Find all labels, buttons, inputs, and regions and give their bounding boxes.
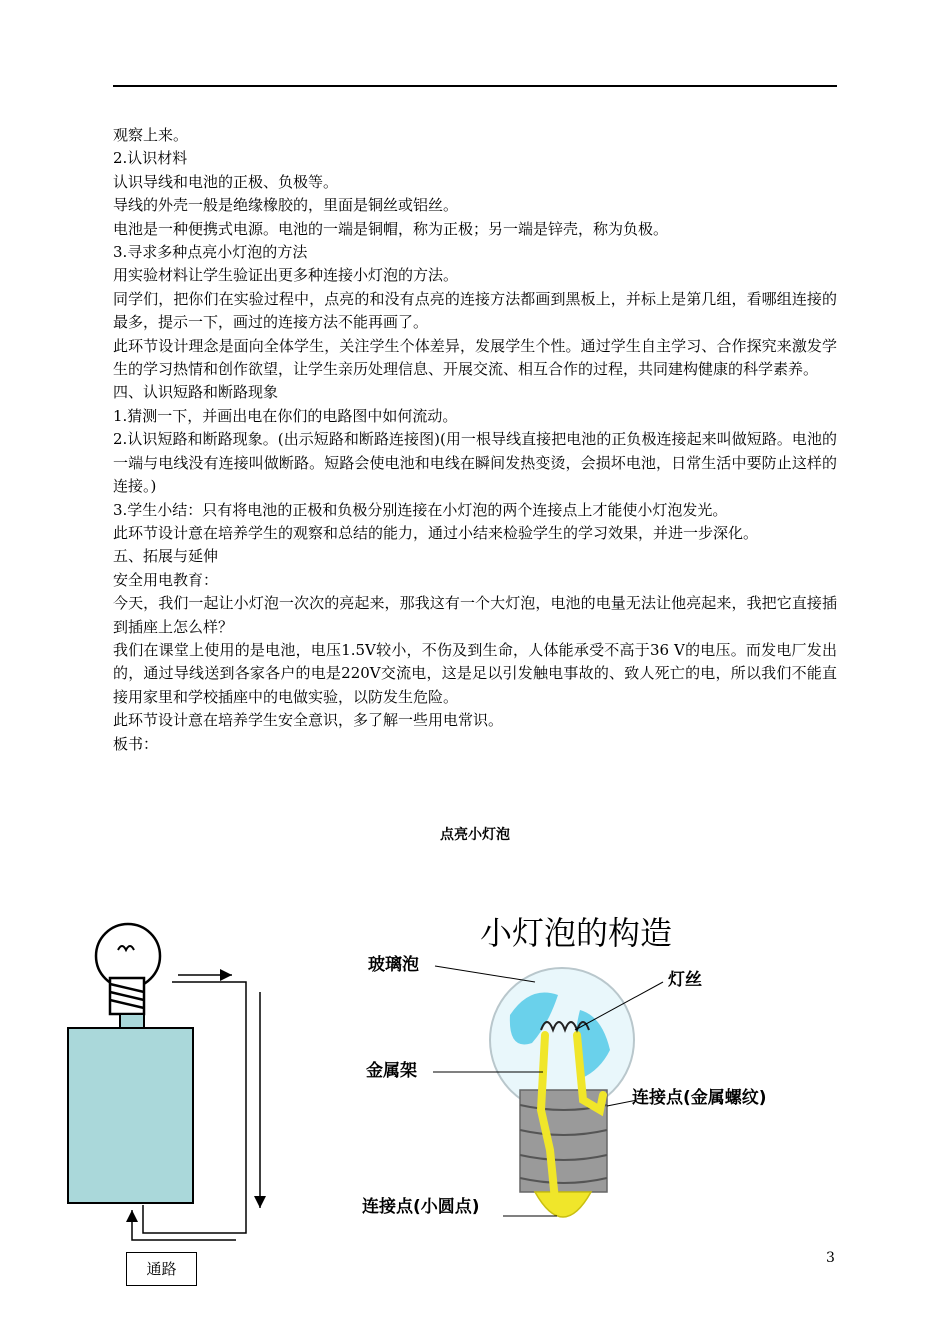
body-text <box>113 124 837 756</box>
circuit-diagram <box>0 900 300 1260</box>
board-title: 点亮小灯泡 <box>440 827 510 843</box>
paragraph: 认识导线和电池的正极、负极等。 <box>113 172 339 191</box>
label-thread: 连接点(金属螺纹) <box>632 1088 767 1108</box>
figure-title: 小灯泡的构造 <box>480 914 673 952</box>
header-rule <box>113 85 837 87</box>
label-glass: 玻璃泡 <box>368 955 419 975</box>
paragraph: 板书： <box>113 734 159 753</box>
paragraph: 此环节设计意在培养学生的观察和总结的能力，通过小结来检验学生的学习效果，并进一步深化。 <box>113 523 759 542</box>
paragraph: 2.认识材料 <box>113 149 188 168</box>
page-number: 3 <box>826 1250 835 1266</box>
paragraph: 安全用电教育： <box>113 570 219 589</box>
paragraph: 1.猜测一下，并画出电在你们的电路图中如何流动。 <box>113 406 458 425</box>
paragraph: 五、拓展与延伸 <box>113 547 219 566</box>
paragraph: 此环节设计意在培养学生安全意识，多了解一些用电常识。 <box>113 711 504 730</box>
paragraph: 观察上来。 <box>113 126 189 144</box>
paragraph: 3.寻求多种点亮小灯泡的方法 <box>113 243 308 262</box>
paragraph: 四、认识短路和断路现象 <box>113 383 279 402</box>
label-frame: 金属架 <box>366 1061 417 1081</box>
paragraph: 同学们，把你们在实验过程中，点亮的和没有点亮的连接方法都画到黑板上，并标上是第几组，看哪组连接的最多，提示一下，画过的连接方法不能再画了。 <box>113 289 837 332</box>
label-filament: 灯丝 <box>668 970 702 990</box>
current-arrow-bottom <box>132 1210 236 1240</box>
label-dot: 连接点(小圆点) <box>362 1197 480 1217</box>
paragraph: 用实验材料让学生验证出更多种连接小灯泡的方法。 <box>113 266 459 285</box>
leader-glass <box>435 966 535 982</box>
paragraph: 我们在课堂上使用的是电池，电压1.5V较小，不伤及到生命，人体能承受不高于36 V的电压。而发电厂发出的，通过导线送到各家各户的电是220V交流电，这是足以引发触电事故的、致人死亡的电，所以我们不能直接用家里和学校插座中的电做实验，以防发生危险。 <box>113 640 837 706</box>
paragraph: 导线的外壳一般是绝缘橡胶的，里面是铜丝或铝丝。 <box>113 196 459 215</box>
circuit-label: 通路 <box>126 1252 197 1286</box>
bulb-icon <box>96 924 160 1028</box>
paragraph: 此环节设计理念是面向全体学生，关注学生个体差异，发展学生个性。通过学生自主学习、合作探究来激发学生的学习热情和创作欲望，让学生亲历处理信息、开展交流、相互合作的过程，共同建构健康的科学素养。 <box>113 336 837 379</box>
contact-dot <box>535 1192 591 1217</box>
paragraph: 电池是一种便携式电源。电池的一端是铜帽，称为正极；另一端是锌壳，称为负极。 <box>113 219 669 238</box>
battery <box>68 1028 193 1203</box>
paragraph: 2.认识短路和断路现象。(出示短路和断路连接图)(用一根导线直接把电池的正负极连接起来叫做短路。电池的一端与电线没有连接叫做断路。短路会使电池和电线在瞬间发热变烫，会损坏电池，日常生活中要防止这样的连接。) <box>113 430 837 496</box>
paragraph: 今天，我们一起让小灯泡一次次的亮起来，那我这有一个大灯泡，电池的电量无法让他亮起来，我把它直接插到插座上怎么样？ <box>113 594 837 636</box>
paragraph: 3.学生小结：只有将电池的正极和负极分别连接在小灯泡的两个连接点上才能使小灯泡发光。 <box>113 500 728 519</box>
